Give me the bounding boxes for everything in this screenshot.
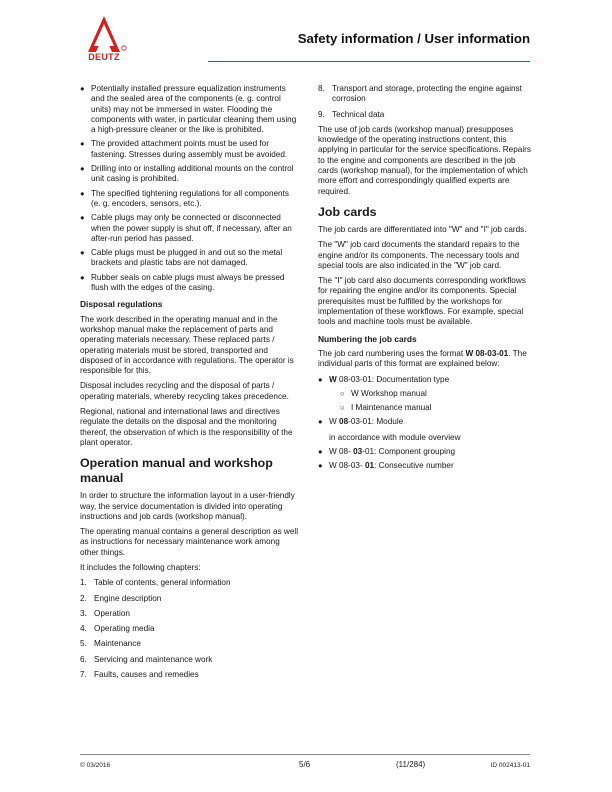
list-item: ● The specified tightening regulations for all components (e. g. encoders, sensors, etc.). — [80, 189, 298, 210]
text-run: The job card numbering uses the format — [318, 348, 466, 358]
list-text: Operation — [94, 608, 130, 618]
numbering-heading: Numbering the job cards — [318, 333, 417, 344]
text-run: -03-01: Module — [348, 417, 404, 427]
footer-page-number: 5/6 — [299, 760, 311, 769]
paragraph: Disposal includes recycling and the disposal of parts / operating materials, whereby recycling takes precedence. — [80, 381, 289, 401]
right-column — [318, 84, 532, 476]
paragraph: The "W" job card documents the standard repairs to the engine and/or its components. The necessary tools and special tools are also indicated in the "W" job card. — [318, 240, 520, 270]
list-item: ○ W Workshop manual — [329, 389, 532, 399]
left-column — [80, 84, 298, 685]
list-text: Engine description — [94, 593, 162, 603]
text-run: 08-03-01: Documentation type — [336, 374, 450, 384]
paragraph: The operating manual contains a general description as well as instructions for necessary maintenance work among other things. — [80, 527, 299, 557]
list-item: ● Cable plugs may only be connected or disconnected when the power supply is shut off, if necessary, after an after-run period has passed. — [80, 213, 298, 244]
highlight: 08 — [339, 417, 349, 427]
list-item — [318, 84, 532, 105]
numbering-list — [318, 375, 532, 472]
brand-name: DEUTZ — [88, 52, 120, 62]
footer-copyright: © 03/2016 — [80, 762, 111, 769]
list-item — [80, 639, 298, 649]
list-number: 9. — [318, 109, 325, 119]
paragraph — [318, 349, 532, 370]
list-number: 2. — [80, 593, 87, 603]
paragraph: It includes the following chapters: — [80, 562, 201, 572]
highlight: 03 — [353, 447, 363, 457]
list-item — [80, 578, 298, 588]
list-item: ● Potentially installed pressure equalization instruments and the sealed area of the components (e. g. control units) may not be immersed in water. Flooding the components with water, in particular cleaning them using a high-pressure cleaner or the like is prohibited. — [80, 84, 298, 135]
highlight: 01 — [364, 461, 375, 471]
module-note: in accordance with module overview — [329, 432, 461, 442]
footer-divider — [80, 754, 530, 755]
paragraph: The job cards are differentiated into "W" and "I" job cards. — [318, 224, 527, 234]
paragraph: The use of job cards (workshop manual) presupposes knowledge of the operating instructions content, this applying in particular for the service specifications. Repairs to the engine and components are described in the job cards (workshop manual), for the implementation of which more effort and correspondingly qualified experts are required. — [318, 124, 531, 196]
list-number: 4. — [80, 624, 87, 634]
paragraph: Regional, national and international laws and directives regulate the details on the disposal and the monitoring thereof, the observation of which is the responsibility of the plant operator. — [80, 407, 293, 447]
list-item: ● The provided attachment points must be used for fastening. Stresses during assembly must be avoided. — [80, 139, 298, 160]
paragraph: The work described in the operating manual and in the workshop manual make the replacement of parts and operating materials necessary. These replaced parts / operating materials must be stored, transported and disposed of in accordance with regulations. The operator is responsible for this. — [80, 314, 294, 376]
text-run: -01: Component grouping — [362, 447, 456, 457]
paragraph: The "I" job card also documents corresponding workflows for repairing the engine and/or its components. Special prerequisites must be fulfilled by the workshops for implementation of these workflows. For example, special tools and machine tools must be available. — [318, 276, 526, 327]
list-item: ○ I Maintenance manual — [329, 403, 532, 413]
list-item — [318, 110, 532, 120]
list-item — [318, 375, 532, 414]
manual-section-heading: Operation manual and workshop manual — [80, 456, 273, 486]
list-item: ● Rubber seals on cable plugs must always be pressed flush with the edges of the casing. — [80, 273, 298, 294]
list-text: Operating media — [94, 624, 155, 634]
list-item: ● Drilling into or installing additional mounts on the control unit casing is prohibited. — [80, 164, 298, 185]
list-number: 8. — [318, 84, 325, 93]
list-item — [80, 624, 298, 634]
list-number: 6. — [80, 654, 87, 664]
list-item: ● Cable plugs must be plugged in and out so the metal brackets and plastic tabs are not damaged. — [80, 248, 298, 269]
page-title: Safety information / User information — [297, 31, 530, 46]
list-text: Maintenance — [94, 639, 141, 649]
disposal-heading: Disposal regulations — [80, 299, 163, 310]
list-item — [318, 461, 532, 471]
list-item — [80, 594, 298, 604]
chapter-list — [80, 578, 298, 680]
list-number: 1. — [80, 578, 87, 588]
chapter-list-continued — [318, 84, 532, 120]
text-run: W — [329, 417, 340, 427]
footer-doc-id: ID 002413-01 — [490, 762, 530, 769]
paragraph: In order to structure the information layout in a user-friendly way, the service documentation is divided into operating instructions and job cards (workshop manual). — [80, 491, 295, 521]
list-number: 7. — [80, 670, 87, 680]
text-run: . The individual parts of this format are explained below: — [318, 348, 527, 369]
list-item — [318, 417, 532, 443]
list-item — [318, 447, 532, 457]
text-run: W 08- — [329, 447, 354, 457]
list-number: 3. — [80, 608, 87, 618]
header-divider — [208, 61, 530, 62]
list-item — [80, 670, 298, 680]
highlight: W — [329, 374, 337, 384]
jobcards-section-heading: Job cards — [318, 204, 377, 219]
text-run: : Consecutive number — [374, 461, 454, 471]
doc-type-list — [329, 389, 532, 414]
list-text: Servicing and maintenance work — [94, 654, 213, 664]
deutz-logo — [80, 14, 132, 62]
list-text: Technical data — [332, 109, 385, 119]
list-item — [80, 655, 298, 665]
list-item — [80, 609, 298, 619]
list-text: Transport and storage, protecting the engine against corrosion — [332, 84, 522, 104]
format-code: W 08-03-01 — [465, 348, 509, 358]
list-text: Faults, causes and remedies — [94, 670, 199, 680]
list-text: Table of contents, general information — [94, 578, 231, 588]
footer-total-pages: (11/284) — [396, 760, 426, 769]
deutz-logo-mark — [80, 14, 128, 54]
safety-bullet-list — [80, 84, 298, 293]
list-number: 5. — [80, 639, 87, 649]
text-run: W 08-03- — [329, 461, 365, 471]
